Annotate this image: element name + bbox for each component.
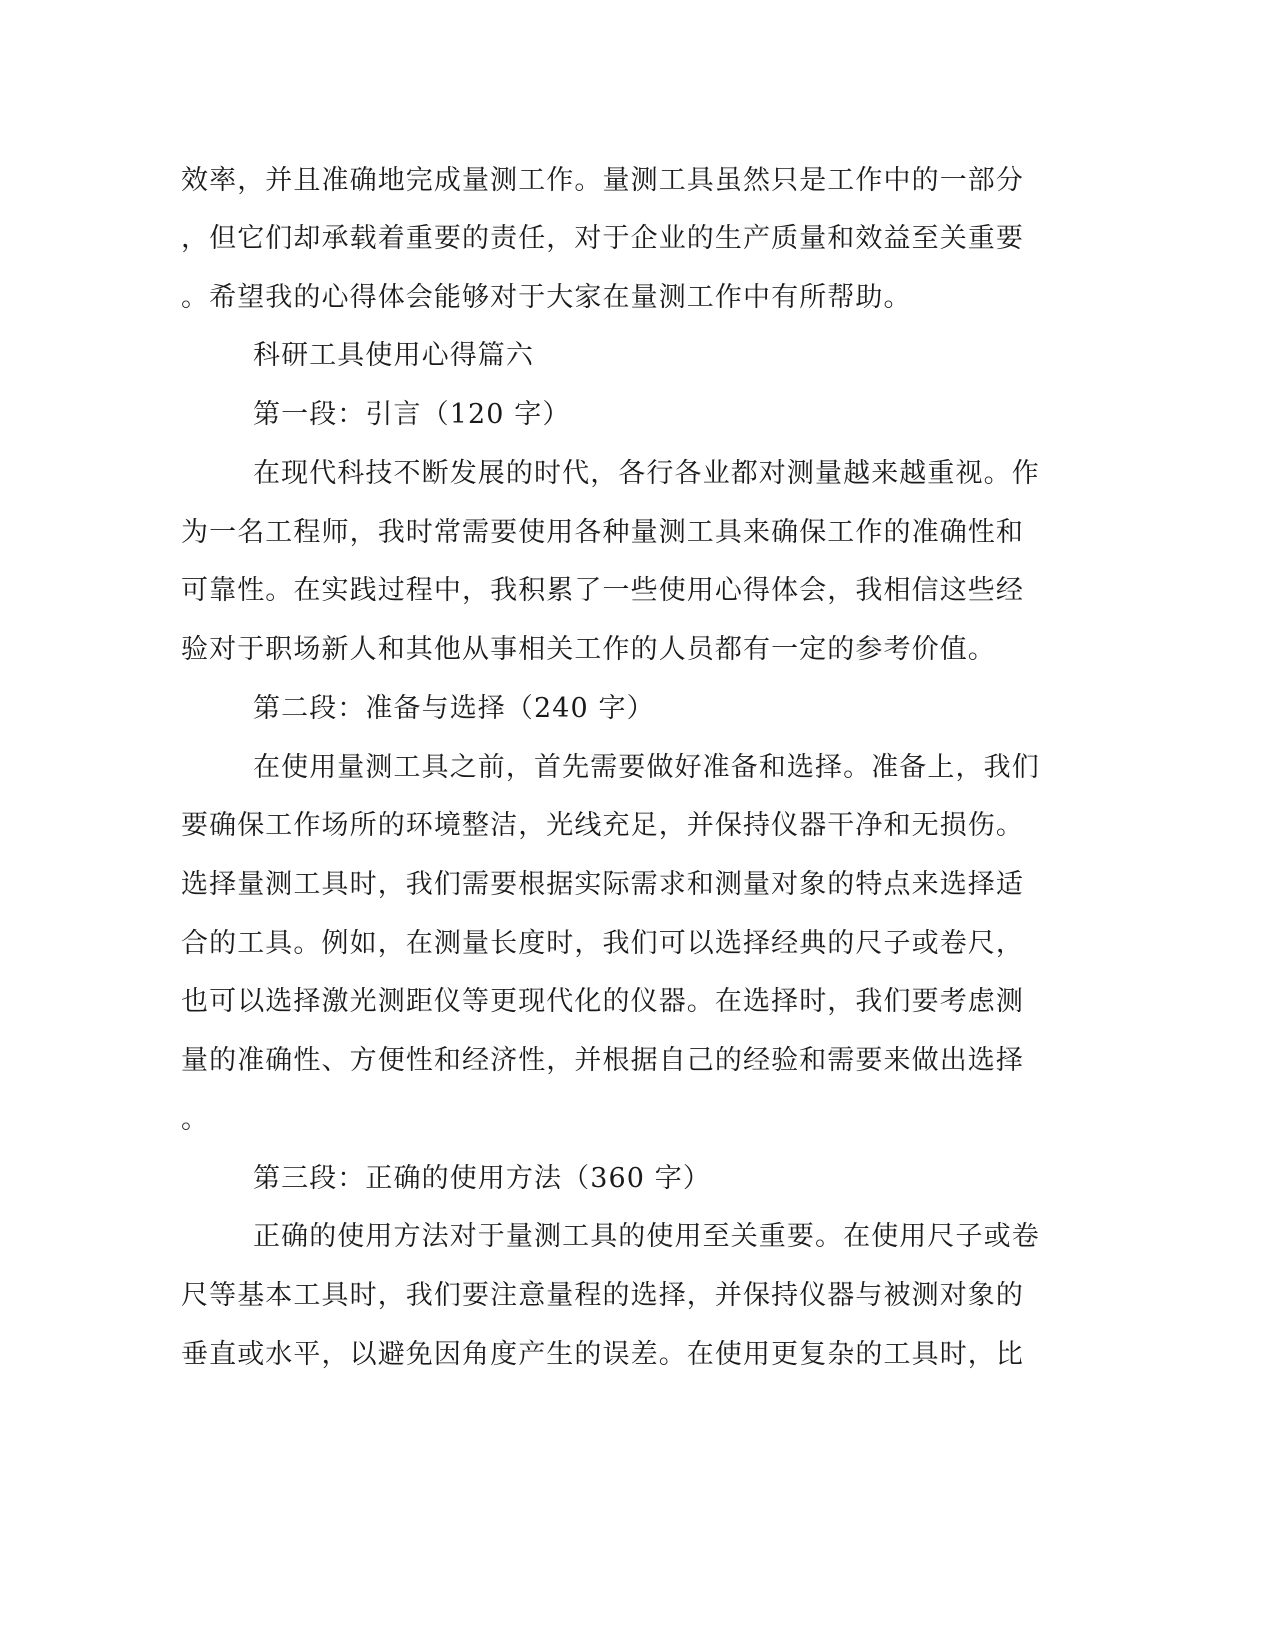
paragraph-line: 可靠性。在实践过程中，我积累了一些使用心得体会，我相信这些经: [181, 575, 1024, 606]
paragraph-line: 合的工具。例如，在测量长度时，我们可以选择经典的尺子或卷尺，: [181, 928, 1024, 959]
paragraph-line: 也可以选择激光测距仪等更现代化的仪器。在选择时，我们要考虑测: [181, 986, 1024, 1017]
paragraph-line: 正确的使用方法对于量测工具的使用至关重要。在使用尺子或卷: [253, 1221, 1040, 1252]
paragraph-line: 验对于职场新人和其他从事相关工作的人员都有一定的参考价值。: [181, 634, 996, 665]
paragraph-line: 选择量测工具时，我们需要根据实际需求和测量对象的特点来选择适: [181, 869, 1024, 900]
paragraph-line: 垂直或水平，以避免因角度产生的误差。在使用更复杂的工具时，比: [181, 1339, 1024, 1370]
section-heading-1: 第一段：引言（120 字）: [253, 399, 571, 430]
paragraph-line: 。: [181, 1104, 210, 1135]
paragraph-line: 在使用量测工具之前，首先需要做好准备和选择。准备上，我们: [253, 752, 1040, 783]
paragraph-line: ，但它们却承载着重要的责任，对于企业的生产质量和效益至关重要: [181, 223, 1024, 254]
paragraph-line: 为一名工程师，我时常需要使用各种量测工具来确保工作的准确性和: [181, 517, 1024, 548]
paragraph-line: 。希望我的心得体会能够对于大家在量测工作中有所帮助。: [181, 282, 912, 313]
paragraph-line: 量的准确性、方便性和经济性，并根据自己的经验和需要来做出选择: [181, 1045, 1024, 1076]
paragraph-line: 尺等基本工具时，我们要注意量程的选择，并保持仪器与被测对象的: [181, 1280, 1024, 1311]
section-heading-3: 第三段：正确的使用方法（360 字）: [253, 1163, 711, 1194]
paragraph-line: 效率，并且准确地完成量测工作。量测工具虽然只是工作中的一部分: [181, 165, 1024, 196]
paragraph-line: 要确保工作场所的环境整洁，光线充足，并保持仪器干净和无损伤。: [181, 810, 1024, 841]
section-heading-2: 第二段：准备与选择（240 字）: [253, 693, 655, 724]
section-title: 科研工具使用心得篇六: [253, 340, 534, 371]
paragraph-line: 在现代科技不断发展的时代，各行各业都对测量越来越重视。作: [253, 458, 1040, 489]
